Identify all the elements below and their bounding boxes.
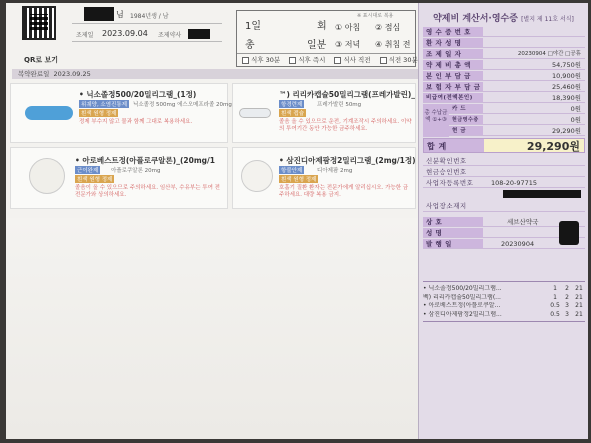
drug-card-3[interactable]: [10, 147, 228, 209]
check-label: 식사 직전: [343, 56, 371, 64]
address-value: [483, 200, 585, 211]
cert-row: [423, 167, 585, 177]
item-times: 3: [565, 310, 569, 318]
row-value: 20230904 □야간 □공휴: [517, 51, 581, 57]
blank-paper-area: [6, 218, 418, 439]
receipt-title: [419, 11, 588, 24]
pickup-label: 복약완료일: [18, 70, 50, 78]
item-row: [423, 294, 585, 303]
dose-days: 일분: [307, 40, 327, 51]
redacted-name: [84, 7, 114, 21]
cert-row: [423, 156, 585, 166]
dose-lunch: ② 점심: [375, 23, 401, 32]
receipt-row: [423, 82, 585, 92]
item-row: [423, 285, 585, 294]
dispense-label: 조제일: [76, 32, 94, 39]
item-row: [423, 311, 585, 320]
white-pill-icon: [29, 158, 65, 194]
item-name: • 아로베스트정(아플로쿠알...: [423, 302, 501, 309]
header-divider-2: [72, 41, 222, 42]
drug-card-1[interactable]: [10, 83, 232, 143]
item-times: 3: [565, 302, 569, 309]
item-name: • 닉소졸정500/20밀리그램...: [423, 285, 502, 292]
patient-info: 1984년생 / 남: [130, 13, 169, 20]
drug-name: • 닉소졸정500/20밀리그램_(1정): [79, 90, 197, 99]
address-label: 사업장소재지: [426, 202, 467, 210]
pickup-date: 2023.09.25: [53, 70, 91, 78]
drug-name: • 삼진디아제팜정2밀리그램_(2mg/1정): [279, 156, 416, 165]
item-days: 21: [575, 310, 583, 318]
row-label: 카 드: [449, 104, 483, 113]
item-dose: 0.5: [550, 310, 560, 318]
items-divider: [423, 281, 585, 282]
receipt-row: [423, 27, 585, 37]
dose-note: ※ 표시대로 복용: [357, 13, 394, 19]
row-label: 본 인 부 담 금: [423, 71, 483, 80]
item-row: [423, 302, 585, 311]
row-value: 0원: [570, 105, 581, 113]
medication-guide: [6, 3, 418, 439]
row-label: 신분확인번호: [426, 157, 467, 165]
receipt-row: [423, 93, 585, 103]
dose-per-day: 1일: [245, 21, 262, 32]
item-times: 2: [565, 293, 569, 301]
pharmacist-label: 조제약사: [158, 32, 182, 39]
dose-morning: ① 아침: [335, 23, 361, 32]
capsule-icon: [239, 108, 271, 118]
row-value: [483, 156, 585, 165]
row-label: 현금승인번호: [426, 168, 467, 176]
row-value: 10,900원: [551, 72, 581, 80]
white-pill-icon: [241, 160, 273, 192]
item-dose: 1: [553, 285, 557, 292]
patient-suffix: 님: [116, 10, 124, 19]
row-value: 18,390원: [551, 94, 581, 102]
row-label: 성 명: [423, 228, 483, 237]
row-value: 세브산약국: [507, 218, 539, 226]
row-value: [483, 167, 585, 176]
drug-caution: 졸음이 올 수 있으므로 주의하세요. 임산부, 수유부는 투여 전 전문가와 상의하세요.: [75, 185, 220, 198]
drug-category: 위궤양, 소염진통제: [81, 102, 128, 108]
drug-name: • 아로베스트정(아플로쿠알론)_(20mg/1: [75, 156, 215, 165]
total-value: 29,290원: [484, 139, 584, 152]
qr-code[interactable]: [22, 6, 56, 40]
drug-category: 근이완제: [77, 168, 99, 174]
drug-caution: 정제 부수지 않고 물과 함께 그대로 복용하세요.: [79, 119, 193, 125]
dose-bedtime: ④ 취침 전: [375, 40, 411, 49]
item-dose: 1: [553, 293, 557, 301]
check-before-30[interactable]: [380, 55, 418, 64]
dose-divider: [237, 53, 415, 54]
row-value: 108-20-97715: [491, 179, 538, 187]
check-before-meal[interactable]: [334, 55, 370, 64]
check-label: 식전 30분: [388, 56, 418, 64]
meal-timing-checks: [242, 55, 418, 64]
row-label: 환 자 성 명: [423, 38, 483, 47]
item-dose: 0.5: [550, 302, 560, 309]
drug-shape: 흰색 원형 정제: [81, 111, 117, 117]
total-row: [423, 138, 585, 153]
drug-shape: 흰색 캡슐: [281, 111, 305, 117]
row-value: 29,290원: [551, 127, 581, 135]
checkbox-icon[interactable]: [242, 57, 249, 64]
pay-row: [449, 115, 585, 125]
address-row: [423, 200, 585, 212]
check-label: 식후 즉시: [298, 56, 326, 64]
drug-card-4[interactable]: [232, 147, 416, 209]
row-label: 현금영수증: [449, 115, 483, 124]
redacted-stamp: [559, 221, 579, 245]
row-value: 0원: [570, 116, 581, 124]
drug-category: 항불안제: [281, 168, 303, 174]
drug-ingredient: 닉소졸정 500mg 에스오메프라졸 20mg: [133, 102, 232, 108]
drug-shape: 흰색 원형 정제: [77, 177, 113, 183]
pay-total-label: 총 수납금액 ①+③: [423, 104, 449, 137]
row-label: 보 험 자 부 담 금: [423, 82, 483, 91]
row-label: 사업자등록번호: [426, 179, 474, 187]
item-days: 21: [575, 302, 583, 309]
row-value: 25,460원: [551, 83, 581, 91]
drug-ingredient: 프레가발린 50mg: [317, 102, 362, 108]
row-value: [483, 27, 585, 36]
row-label: 상 호: [423, 217, 483, 226]
cert-row: [423, 178, 585, 188]
drug-shape: 흰색 원형 정제: [281, 177, 317, 183]
prescription-sheet: [6, 3, 588, 439]
receipt-row: [423, 49, 585, 59]
item-times: 2: [565, 285, 569, 292]
receipt-row: [423, 38, 585, 48]
row-value: [483, 38, 585, 47]
receipt-panel: [418, 3, 588, 439]
dose-times: 회: [317, 21, 327, 32]
row-label: 영 수 증 번 호: [423, 27, 483, 36]
drug-card-2[interactable]: [232, 83, 416, 143]
receipt-row: [423, 60, 585, 70]
pay-row: [449, 104, 585, 114]
checkbox-icon[interactable]: [380, 57, 387, 64]
receipt-row: [423, 71, 585, 81]
row-value: 54,750원: [551, 61, 581, 69]
check-label: 식후 30분: [251, 56, 281, 64]
checkbox-icon[interactable]: [289, 57, 296, 64]
row-label: 비급여(전액본인): [423, 93, 483, 102]
item-name: 벡) 리리카캡슐50밀리그램(...: [423, 293, 501, 301]
item-days: 21: [575, 285, 583, 292]
check-after-30[interactable]: [242, 55, 280, 64]
dose-evening: ③ 저녁: [335, 40, 361, 49]
drug-caution: 호흡기 질환 환자는 전문가에게 알리십시오. 가능한 금주하세요. 대량 복용 금지.: [279, 185, 409, 198]
drug-name: ™) 리리카캡슐50밀리그램(프레가발린)_: [279, 90, 416, 99]
items-divider-bottom: [423, 321, 585, 322]
row-value: 20230904: [501, 240, 535, 248]
blue-pill-icon: [25, 106, 73, 120]
qr-label[interactable]: QR로 보기: [24, 56, 59, 64]
check-after-now[interactable]: [289, 55, 325, 64]
dispense-date: 2023.09.04: [102, 29, 148, 38]
row-label: 조 제 일 자: [423, 49, 483, 58]
pickup-banner: [12, 69, 418, 79]
checkbox-icon[interactable]: [334, 57, 341, 64]
redacted-pharmacist: [188, 29, 210, 39]
row-label: 현 금: [449, 126, 483, 135]
item-name: • 삼진디아제팜정2밀리그램...: [423, 310, 502, 318]
row-label: 발 행 일: [423, 239, 483, 248]
drug-category: 항경련제: [281, 102, 303, 108]
pay-row: [449, 126, 585, 136]
dispensed-items: [423, 285, 585, 319]
item-days: 21: [575, 293, 583, 301]
drug-caution: 졸음 올 수 있으므로 운전, 기계조작시 주의하세요. 이약의 투여기간 동안 가능한 금주하세요.: [279, 119, 412, 132]
redacted-address: [503, 190, 581, 198]
header-divider: [72, 23, 222, 24]
dose-total: 총: [245, 40, 255, 51]
drug-ingredient: 아플로쿠알론 20mg: [111, 168, 161, 174]
receipt-title-text: 약제비 계산서·영수증: [433, 14, 518, 24]
receipt-title-note: [별지 제 11호 서식]: [521, 16, 574, 23]
row-label: 약 제 비 총 액: [423, 60, 483, 69]
drug-ingredient: 디아제팜 2mg: [317, 168, 353, 174]
total-label: 합 계: [424, 139, 484, 152]
